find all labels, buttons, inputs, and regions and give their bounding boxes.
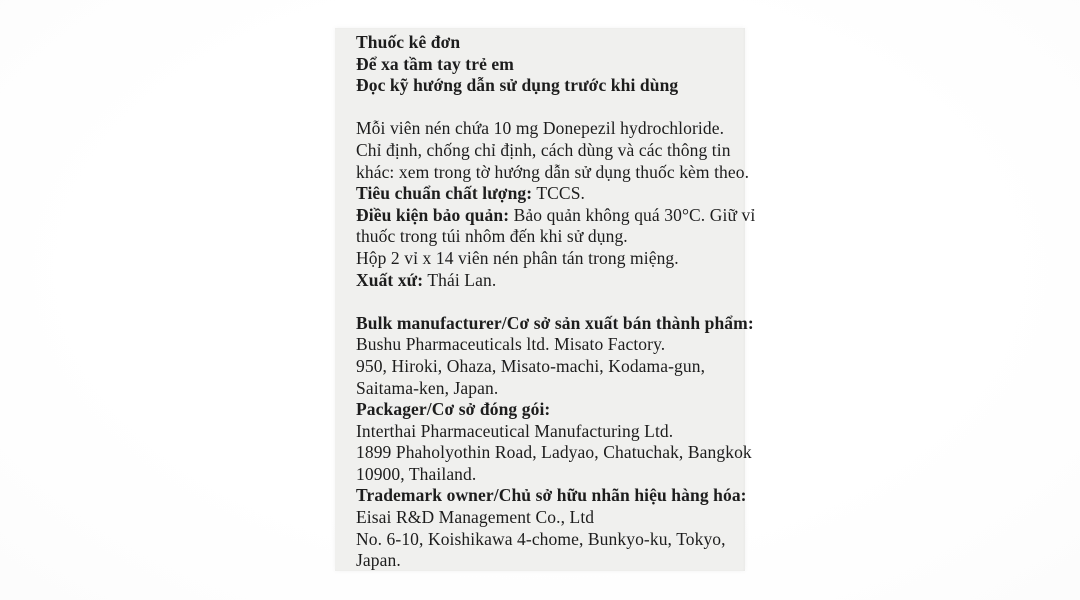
label-text: Bushu Pharmaceuticals ltd. Misato Factory. bbox=[356, 334, 666, 355]
prescription-warnings-section bbox=[356, 32, 735, 97]
label-text-line bbox=[356, 529, 735, 551]
label-text: khác: xem trong tờ hướng dẫn sử dụng thuốc kèm theo. bbox=[356, 161, 750, 182]
label-text: Eisai R&D Management Co., Ltd bbox=[356, 507, 595, 528]
label-text-line bbox=[356, 464, 735, 486]
label-text-line bbox=[356, 75, 735, 97]
label-text: Thái Lan. bbox=[423, 269, 497, 290]
label-bold-text: Điều kiện bảo quản: bbox=[356, 204, 510, 225]
label-text: No. 6-10, Koishikawa 4-chome, Bunkyo-ku, Tokyo, bbox=[356, 528, 726, 549]
label-text: 950, Hiroki, Ohaza, Misato-machi, Kodama-gun, bbox=[356, 355, 706, 376]
label-text-line bbox=[356, 442, 752, 464]
manufacturing-info-section bbox=[356, 312, 754, 572]
label-text-line bbox=[356, 140, 735, 162]
label-text: Hộp 2 vỉ x 14 viên nén phân tán trong miệng. bbox=[356, 247, 679, 268]
label-text-line bbox=[356, 226, 735, 248]
label-text: Saitama-ken, Japan. bbox=[356, 377, 499, 398]
label-text-line bbox=[356, 378, 735, 400]
medicine-box-back-panel bbox=[335, 28, 756, 571]
label-text-line bbox=[356, 550, 735, 572]
label-bold-text: Đọc kỹ hướng dẫn sử dụng trước khi dùng bbox=[356, 75, 679, 96]
label-text: Chỉ định, chống chỉ định, cách dùng và các thông tin bbox=[356, 139, 731, 160]
label-text: TCCS. bbox=[532, 183, 586, 204]
label-text-line bbox=[356, 421, 735, 443]
label-bold-text: Xuất xứ: bbox=[356, 269, 424, 290]
label-text-line bbox=[356, 356, 735, 378]
label-text-line bbox=[356, 32, 735, 54]
label-text: thuốc trong túi nhôm đến khi sử dụng. bbox=[356, 226, 628, 247]
label-bold-text: Bulk manufacturer/Cơ sở sản xuất bán thành phẩm: bbox=[356, 312, 754, 333]
label-text-line bbox=[356, 118, 735, 140]
label-bold-text: Packager/Cơ sở đóng gói: bbox=[356, 399, 551, 420]
label-text-line bbox=[356, 399, 735, 421]
label-text: 1899 Phaholyothin Road, Ladyao, Chatuchak, Bangkok bbox=[356, 442, 752, 463]
label-text-line bbox=[356, 270, 735, 292]
label-bold-text: Trademark owner/Chủ sở hữu nhãn hiệu hàng hóa: bbox=[356, 485, 747, 506]
label-text-line bbox=[356, 161, 750, 184]
label-bold-text: Tiêu chuẩn chất lượng: bbox=[356, 183, 533, 204]
label-text-line bbox=[356, 183, 735, 205]
label-text-line bbox=[356, 485, 747, 507]
label-text-line bbox=[356, 248, 735, 270]
label-text-line bbox=[356, 507, 735, 529]
label-text: 10900, Thailand. bbox=[356, 463, 477, 484]
label-bold-text: Để xa tầm tay trẻ em bbox=[356, 53, 514, 74]
label-text-line bbox=[356, 204, 756, 227]
label-text: Interthai Pharmaceutical Manufacturing Ltd. bbox=[356, 420, 674, 441]
label-text: Bảo quản không quá 30°C. Giữ vỉ bbox=[509, 204, 756, 225]
label-text-line bbox=[356, 54, 735, 76]
label-text-line bbox=[356, 334, 735, 356]
product-info-section bbox=[356, 118, 756, 291]
label-text-line bbox=[356, 312, 754, 335]
label-bold-text: Thuốc kê đơn bbox=[356, 32, 461, 52]
label-text: Mỗi viên nén chứa 10 mg Donepezil hydrochloride. bbox=[356, 118, 725, 139]
label-text: Japan. bbox=[356, 550, 401, 571]
